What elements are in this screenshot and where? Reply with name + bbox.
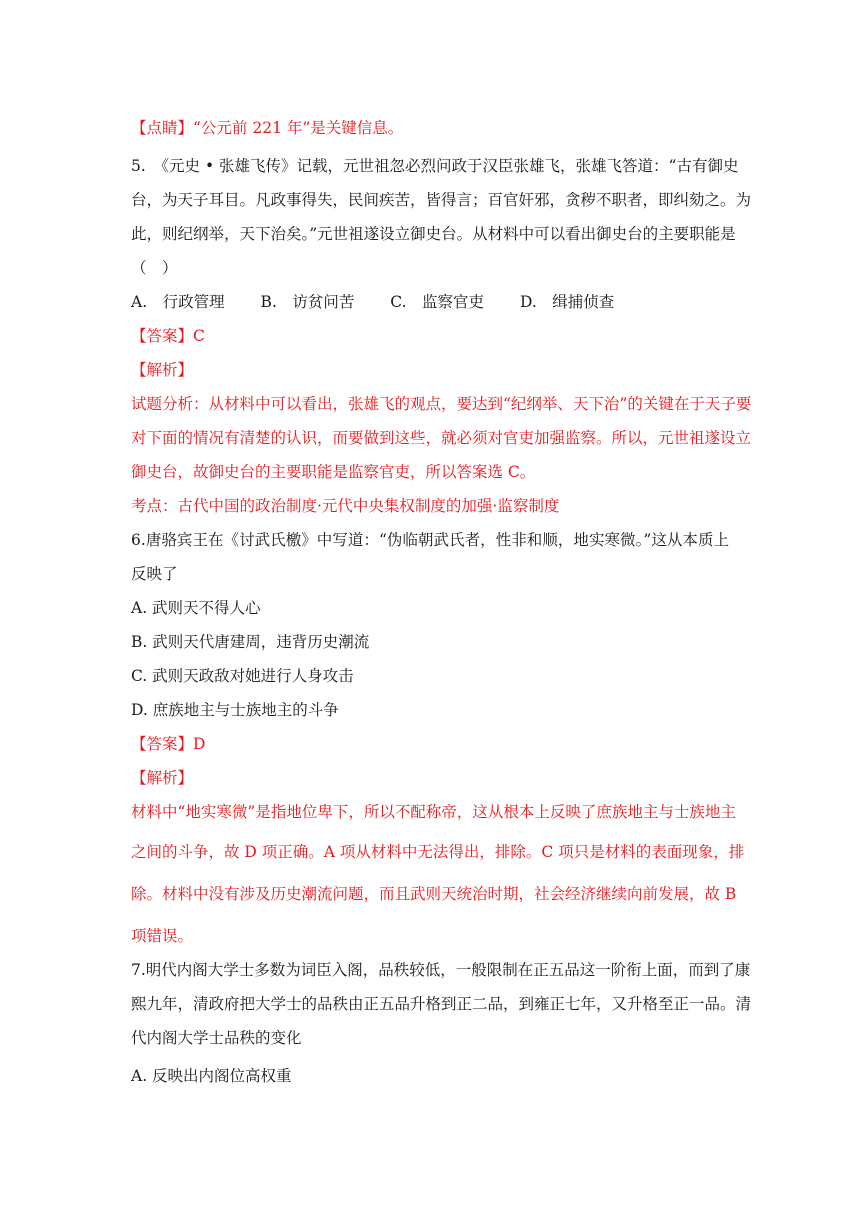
answer-label: 【答案】C	[131, 327, 205, 345]
analysis-text: 御史台，故御史台的主要职能是监察官吏，所以答案选 C。	[131, 463, 536, 481]
question-7-stem: 代内阁大学士品秩的变化	[131, 1029, 302, 1047]
answer-label: 【答案】D	[131, 735, 206, 753]
analysis-text: 之间的斗争，故 D 项正确。A 项从材料中无法得出，排除。C 项只是材料的表面现象，排	[131, 843, 745, 861]
option-c: C. 武则天政敌对她进行人身攻击	[131, 667, 354, 685]
analysis-label: 【解析】	[131, 769, 194, 787]
question-7-stem: 熙九年，清政府把大学士的品秩由正五品升格到正二品，到雍正七年，又升格至正一品。清	[131, 995, 752, 1013]
option-a: A. 武则天不得人心	[131, 599, 261, 617]
analysis-text: 项错误。	[131, 927, 194, 945]
option-a: A. 反映出内阁位高权重	[131, 1067, 292, 1085]
question-7-stem: 7.明代内阁大学士多数为词臣入阁，品秩较低，一般限制在正五品这一阶衔上面，而到了康	[131, 961, 751, 979]
analysis-label: 【解析】	[131, 361, 194, 379]
analysis-text: 对下面的情况有清楚的认识，而要做到这些，就必须对官吏加强监察。所以，元世祖遂设立	[131, 429, 752, 447]
analysis-text: 材料中“地实寒微”是指地位卑下，所以不配称帝，这从根本上反映了庶族地主与士族地主	[131, 803, 736, 821]
question-5-stem: 台，为天子耳目。凡政事得失，民间疾苦，皆得言；百官奸邪，贪秽不职者，即纠劾之。为	[131, 191, 752, 209]
analysis-text: 试题分析：从材料中可以看出，张雄飞的观点，要达到“纪纲举、天下治”的关键在于天子要	[131, 395, 752, 413]
analysis-text: 除。材料中没有涉及历史潮流问题，而且武则天统治时期，社会经济继续向前发展，故 B	[131, 885, 737, 903]
question-6-stem: 反映了	[131, 565, 178, 583]
question-5-stem: 此，则纪纲举，天下治矣。”元世祖遂设立御史台。从材料中可以看出御史台的主要职能是	[131, 225, 736, 243]
tip-line: 【点睛】“公元前 221 年”是关键信息。	[131, 119, 404, 137]
question-5-stem: 5. 《元史 • 张雄飞传》记载，元世祖忽必烈问政于汉臣张雄飞，张雄飞答道：“古有御史	[131, 157, 739, 175]
option-d: D. 庶族地主与士族地主的斗争	[131, 701, 339, 719]
knowledge-point: 考点：古代中国的政治制度·元代中央集权制度的加强·监察制度	[131, 497, 560, 515]
question-5-blank: （ ）	[131, 259, 178, 277]
question-5-options: A. 行政管理 B. 访贫问苦 C. 监察官吏 D. 缉捕侦查	[131, 293, 615, 311]
question-6-stem: 6.唐骆宾王在《讨武氏檄》中写道：“伪临朝武氏者，性非和顺，地实寒微。”这从本质上	[131, 531, 729, 549]
option-b: B. 武则天代唐建周，违背历史潮流	[131, 633, 370, 651]
